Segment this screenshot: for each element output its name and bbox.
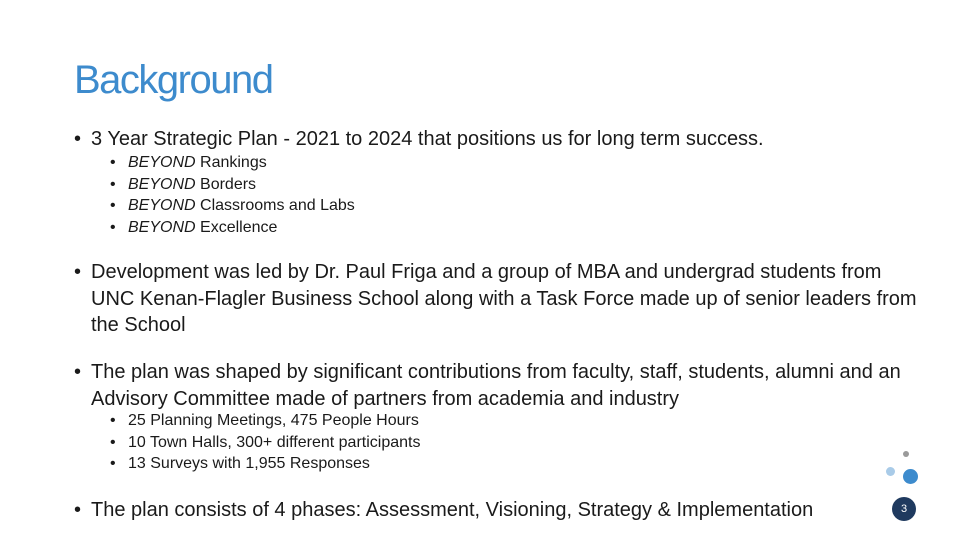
- sub-item-text: Classrooms and Labs: [195, 197, 355, 214]
- sub-bullet-dot: •: [110, 412, 116, 429]
- sub-item: [110, 432, 420, 454]
- sub-bullet-dot: •: [110, 455, 116, 472]
- bullet-phases: [74, 497, 924, 524]
- sub-item: [110, 174, 355, 196]
- decor-dot-gray: [903, 451, 909, 457]
- bullet-text: Development was led by Dr. Paul Friga and a group of MBA and undergrad students from UNC Kenan-Flagler Business School along with a Task Force made up of senior leaders from the School: [91, 261, 917, 336]
- bullet-contributions: [74, 359, 924, 412]
- sub-item: [110, 453, 420, 475]
- sub-bullet-dot: •: [110, 175, 116, 193]
- sub-item-emphasis: BEYOND: [128, 154, 196, 171]
- sub-item-text: Rankings: [195, 154, 267, 171]
- bullet-dot: •: [74, 128, 82, 150]
- decor-dot-blue: [903, 469, 918, 484]
- sub-item: [110, 410, 420, 432]
- sub-bullet-dot: •: [110, 433, 116, 451]
- sub-item-emphasis: BEYOND: [128, 218, 196, 236]
- slide-number: 3: [892, 497, 916, 521]
- bullet-dot: •: [74, 261, 82, 283]
- bullet-dot: •: [74, 499, 82, 521]
- sub-item-text: 10 Town Halls, 300+ different participants: [128, 433, 421, 451]
- bullet-development: [74, 259, 924, 339]
- sub-item-emphasis: BEYOND: [128, 197, 196, 214]
- sub-item-text: 25 Planning Meetings, 475 People Hours: [128, 412, 419, 429]
- sub-list-stats: [110, 410, 420, 475]
- slide-title: Background: [74, 58, 273, 102]
- bullet-text: 3 Year Strategic Plan - 2021 to 2024 that positions us for long term success.: [91, 128, 764, 150]
- sub-bullet-dot: •: [110, 154, 116, 171]
- sub-bullet-dot: •: [110, 197, 116, 214]
- bullet-text: The plan consists of 4 phases: Assessment, Visioning, Strategy & Implementation: [91, 499, 814, 521]
- sub-item-text: Excellence: [195, 218, 278, 236]
- sub-item: [110, 152, 355, 174]
- bullet-dot: •: [74, 361, 82, 383]
- decor-dot-light: [886, 467, 895, 476]
- sub-item-text: Borders: [195, 175, 257, 193]
- sub-bullet-dot: •: [110, 218, 116, 236]
- sub-item: [110, 195, 355, 217]
- bullet-strategic-plan: [74, 126, 924, 153]
- sub-item-text: 13 Surveys with 1,955 Responses: [128, 455, 370, 472]
- sub-item: [110, 217, 355, 239]
- bullet-text: The plan was shaped by significant contributions from faculty, staff, students, alumni and an Advisory Committee made of partners from academia and industry: [91, 361, 901, 410]
- sub-list-beyond: [110, 152, 355, 238]
- sub-item-emphasis: BEYOND: [128, 175, 196, 193]
